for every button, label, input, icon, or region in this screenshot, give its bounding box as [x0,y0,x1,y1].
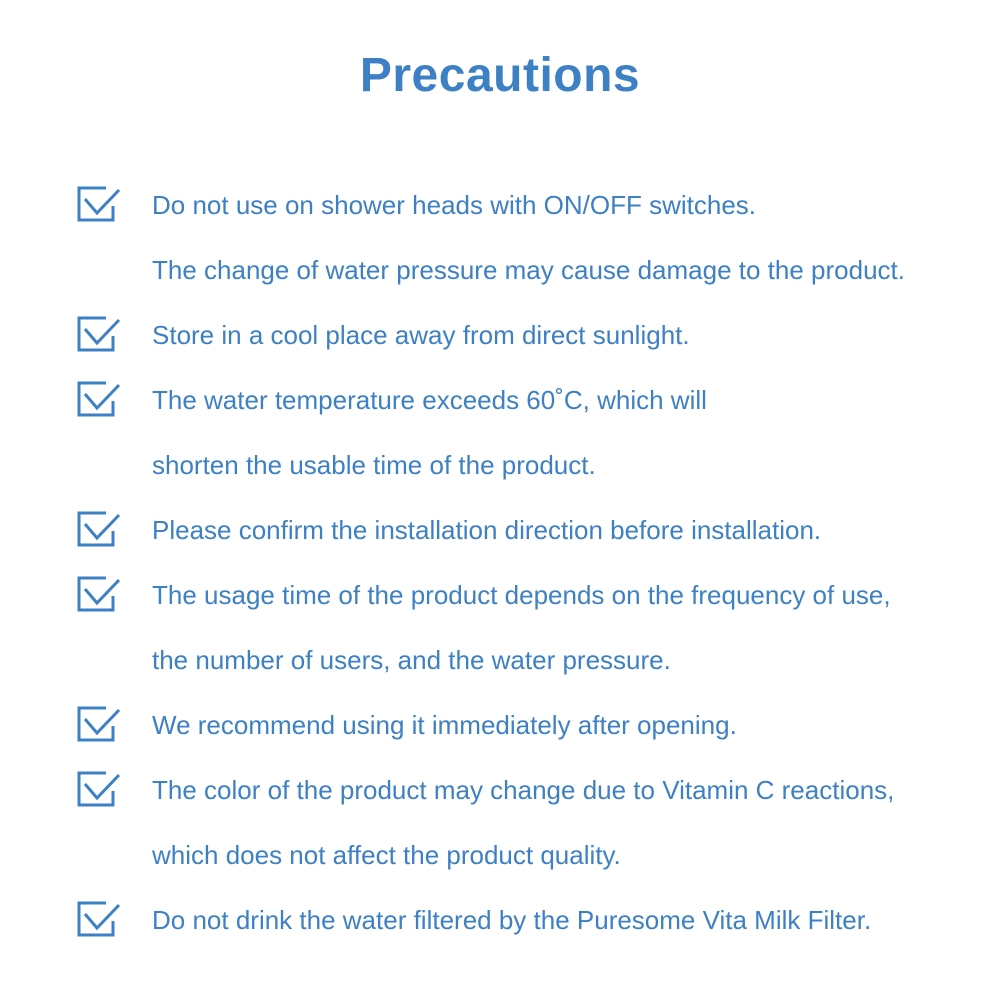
precaution-item-1-line-2: The change of water pressure may cause damage to the product. [152,255,905,285]
checkbox-check-icon [76,899,122,939]
precaution-item-3-line-1: The water temperature exceeds 60˚C, which will [152,385,707,415]
checkbox-check-icon [76,574,122,614]
precaution-item-4-line-1: Please confirm the installation direction before installation. [152,515,822,545]
precaution-item-5-line-1: The usage time of the product depends on the frequency of use, [152,580,891,610]
precaution-item-6-line-1: We recommend using it immediately after opening. [152,710,737,740]
precaution-item-8-line-1: Do not drink the water filtered by the Puresome Vita Milk Filter. [152,905,872,935]
precaution-item-5-line-2: the number of users, and the water pressure. [152,645,671,675]
precaution-item-7-line-2: which does not affect the product quality. [152,840,621,870]
checkbox-check-icon [76,704,122,744]
page-title: Precautions [359,49,641,102]
precaution-item-2-line-1: Store in a cool place away from direct sunlight. [152,320,690,350]
checkbox-check-icon [76,184,122,224]
precaution-item-3-line-2: shorten the usable time of the product. [152,450,596,480]
checkbox-check-icon [76,314,122,354]
precaution-item-1-line-1: Do not use on shower heads with ON/OFF switches. [152,190,757,220]
checkbox-check-icon [76,379,122,419]
precaution-item-7-line-1: The color of the product may change due to Vitamin C reactions, [152,775,895,805]
checkbox-check-icon [76,769,122,809]
checkbox-check-icon [76,509,122,549]
